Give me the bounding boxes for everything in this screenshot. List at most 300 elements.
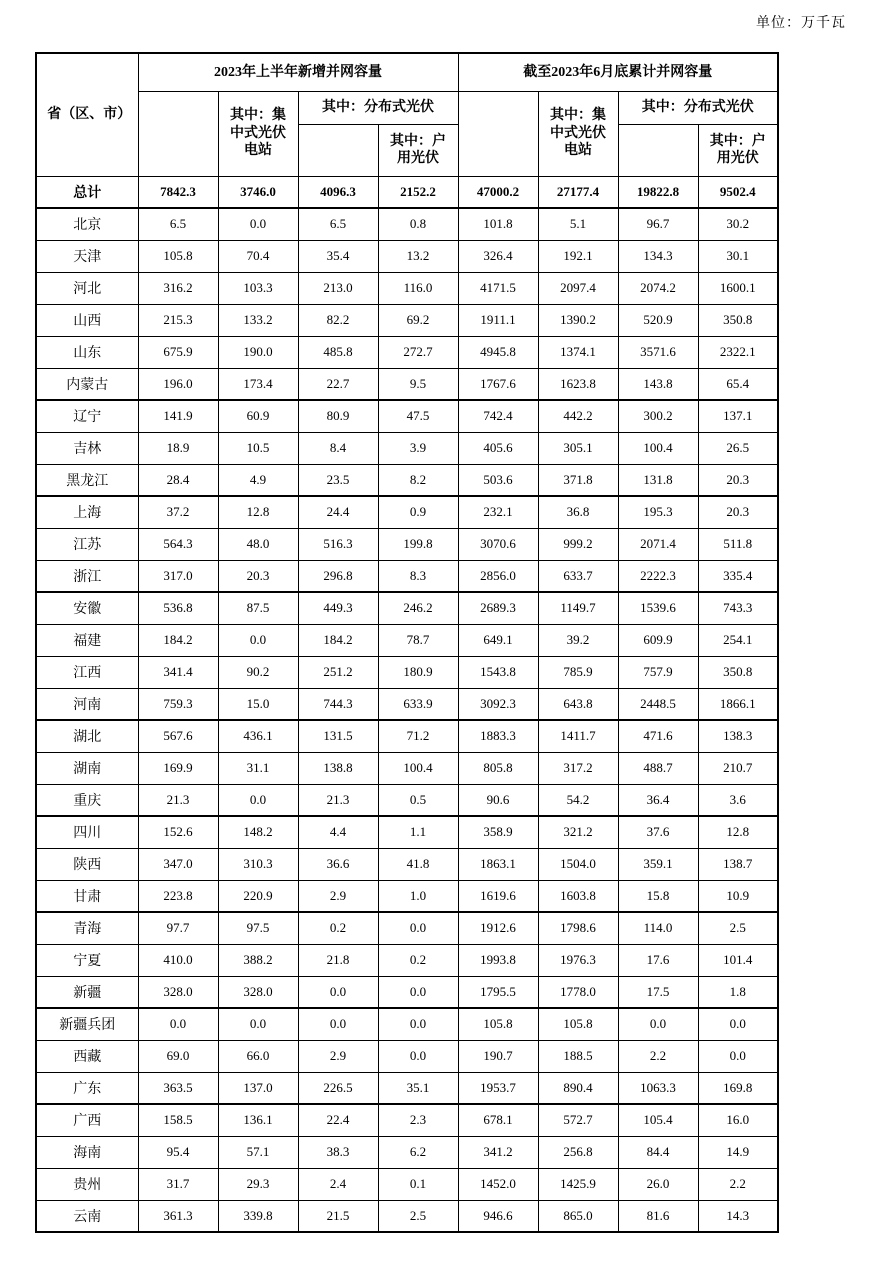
province-label: 新疆 <box>36 976 138 1008</box>
table-row <box>36 560 778 592</box>
value-cell: 22.7 <box>298 368 378 400</box>
value-cell: 8.4 <box>298 432 378 464</box>
province-label: 云南 <box>36 1200 138 1232</box>
value-cell: 371.8 <box>538 464 618 496</box>
value-cell: 9.5 <box>378 368 458 400</box>
value-cell: 0.0 <box>378 1008 458 1040</box>
value-cell: 520.9 <box>618 304 698 336</box>
value-cell: 21.5 <box>298 1200 378 1232</box>
table-row <box>36 336 778 368</box>
value-cell: 30.2 <box>698 208 778 240</box>
value-cell: 3746.0 <box>218 176 298 208</box>
value-cell: 643.8 <box>538 688 618 720</box>
value-cell: 95.4 <box>138 1136 218 1168</box>
value-cell: 69.2 <box>378 304 458 336</box>
value-cell: 31.1 <box>218 752 298 784</box>
table-row <box>36 464 778 496</box>
value-cell: 743.3 <box>698 592 778 624</box>
value-cell: 2.2 <box>698 1168 778 1200</box>
value-cell: 173.4 <box>218 368 298 400</box>
value-cell: 114.0 <box>618 912 698 944</box>
value-cell: 78.7 <box>378 624 458 656</box>
value-cell: 27177.4 <box>538 176 618 208</box>
value-cell: 90.2 <box>218 656 298 688</box>
value-cell: 101.8 <box>458 208 538 240</box>
table-row <box>36 624 778 656</box>
value-cell: 6.2 <box>378 1136 458 1168</box>
value-cell: 17.6 <box>618 944 698 976</box>
province-label: 河北 <box>36 272 138 304</box>
value-cell: 744.3 <box>298 688 378 720</box>
value-cell: 316.2 <box>138 272 218 304</box>
value-cell: 226.5 <box>298 1072 378 1104</box>
pv-capacity-table <box>35 52 779 1233</box>
value-cell: 1.8 <box>698 976 778 1008</box>
value-cell: 1883.3 <box>458 720 538 752</box>
value-cell: 350.8 <box>698 656 778 688</box>
value-cell: 536.8 <box>138 592 218 624</box>
value-cell: 47.5 <box>378 400 458 432</box>
value-cell: 511.8 <box>698 528 778 560</box>
unit-label: 单位：万千瓦 <box>756 16 846 31</box>
province-label: 广西 <box>36 1104 138 1136</box>
value-cell: 1411.7 <box>538 720 618 752</box>
province-label: 新疆兵团 <box>36 1008 138 1040</box>
table-row <box>36 496 778 528</box>
value-cell: 2.4 <box>298 1168 378 1200</box>
value-cell: 29.3 <box>218 1168 298 1200</box>
value-cell: 0.0 <box>218 208 298 240</box>
province-label: 宁夏 <box>36 944 138 976</box>
total-label: 总计 <box>36 176 138 208</box>
table-row <box>36 976 778 1008</box>
province-label: 浙江 <box>36 560 138 592</box>
value-cell: 503.6 <box>458 464 538 496</box>
table-body <box>36 176 778 1232</box>
value-cell: 675.9 <box>138 336 218 368</box>
value-cell: 69.0 <box>138 1040 218 1072</box>
value-cell: 105.8 <box>138 240 218 272</box>
value-cell: 180.9 <box>378 656 458 688</box>
value-cell: 169.8 <box>698 1072 778 1104</box>
value-cell: 2322.1 <box>698 336 778 368</box>
value-cell: 2448.5 <box>618 688 698 720</box>
value-cell: 57.1 <box>218 1136 298 1168</box>
value-cell: 946.6 <box>458 1200 538 1232</box>
value-cell: 1798.6 <box>538 912 618 944</box>
value-cell: 3070.6 <box>458 528 538 560</box>
value-cell: 199.8 <box>378 528 458 560</box>
value-cell: 300.2 <box>618 400 698 432</box>
value-cell: 1623.8 <box>538 368 618 400</box>
value-cell: 21.3 <box>138 784 218 816</box>
header-new-distributed-empty <box>298 124 378 176</box>
value-cell: 358.9 <box>458 816 538 848</box>
header-new-household: 其中：户用光伏 <box>378 124 458 176</box>
table-row <box>36 272 778 304</box>
table-row <box>36 240 778 272</box>
province-label: 广东 <box>36 1072 138 1104</box>
value-cell: 296.8 <box>298 560 378 592</box>
value-cell: 20.3 <box>698 464 778 496</box>
header-cum-total-empty <box>458 91 538 176</box>
province-label: 湖南 <box>36 752 138 784</box>
table-row <box>36 304 778 336</box>
value-cell: 190.7 <box>458 1040 538 1072</box>
value-cell: 1504.0 <box>538 848 618 880</box>
header-new-distributed: 其中：分布式光伏 <box>298 91 458 124</box>
value-cell: 38.3 <box>298 1136 378 1168</box>
value-cell: 141.9 <box>138 400 218 432</box>
value-cell: 103.3 <box>218 272 298 304</box>
value-cell: 105.4 <box>618 1104 698 1136</box>
province-label: 江西 <box>36 656 138 688</box>
value-cell: 36.4 <box>618 784 698 816</box>
value-cell: 335.4 <box>698 560 778 592</box>
value-cell: 184.2 <box>298 624 378 656</box>
value-cell: 2071.4 <box>618 528 698 560</box>
value-cell: 10.9 <box>698 880 778 912</box>
province-label: 山东 <box>36 336 138 368</box>
table-row <box>36 1136 778 1168</box>
value-cell: 184.2 <box>138 624 218 656</box>
value-cell: 0.0 <box>378 976 458 1008</box>
province-label: 湖北 <box>36 720 138 752</box>
value-cell: 2.9 <box>298 1040 378 1072</box>
header-row-sub <box>36 91 778 124</box>
header-province-label: 省（区、市） <box>47 107 132 122</box>
value-cell: 26.0 <box>618 1168 698 1200</box>
province-label: 贵州 <box>36 1168 138 1200</box>
value-cell: 30.1 <box>698 240 778 272</box>
province-label: 海南 <box>36 1136 138 1168</box>
table-row <box>36 944 778 976</box>
value-cell: 37.2 <box>138 496 218 528</box>
value-cell: 41.8 <box>378 848 458 880</box>
value-cell: 0.8 <box>378 208 458 240</box>
table-row <box>36 400 778 432</box>
value-cell: 4.9 <box>218 464 298 496</box>
value-cell: 54.2 <box>538 784 618 816</box>
value-cell: 35.1 <box>378 1072 458 1104</box>
value-cell: 12.8 <box>698 816 778 848</box>
value-cell: 1993.8 <box>458 944 538 976</box>
value-cell: 1619.6 <box>458 880 538 912</box>
value-cell: 633.9 <box>378 688 458 720</box>
table-row <box>36 656 778 688</box>
value-cell: 3092.3 <box>458 688 538 720</box>
value-cell: 20.3 <box>218 560 298 592</box>
value-cell: 169.9 <box>138 752 218 784</box>
value-cell: 2.5 <box>698 912 778 944</box>
value-cell: 195.3 <box>618 496 698 528</box>
value-cell: 143.8 <box>618 368 698 400</box>
value-cell: 215.3 <box>138 304 218 336</box>
value-cell: 678.1 <box>458 1104 538 1136</box>
value-cell: 341.4 <box>138 656 218 688</box>
value-cell: 1425.9 <box>538 1168 618 1200</box>
value-cell: 633.7 <box>538 560 618 592</box>
value-cell: 131.5 <box>298 720 378 752</box>
value-cell: 1976.3 <box>538 944 618 976</box>
value-cell: 36.6 <box>298 848 378 880</box>
value-cell: 0.0 <box>378 912 458 944</box>
value-cell: 26.5 <box>698 432 778 464</box>
value-cell: 649.1 <box>458 624 538 656</box>
value-cell: 1767.6 <box>458 368 538 400</box>
value-cell: 0.9 <box>378 496 458 528</box>
value-cell: 805.8 <box>458 752 538 784</box>
province-label: 黑龙江 <box>36 464 138 496</box>
value-cell: 18.9 <box>138 432 218 464</box>
table-row <box>36 816 778 848</box>
value-cell: 0.0 <box>298 1008 378 1040</box>
table-row <box>36 752 778 784</box>
value-cell: 6.5 <box>138 208 218 240</box>
table-row <box>36 720 778 752</box>
value-cell: 1911.1 <box>458 304 538 336</box>
value-cell: 81.6 <box>618 1200 698 1232</box>
value-cell: 2097.4 <box>538 272 618 304</box>
value-cell: 148.2 <box>218 816 298 848</box>
value-cell: 1866.1 <box>698 688 778 720</box>
province-label: 安徽 <box>36 592 138 624</box>
value-cell: 22.4 <box>298 1104 378 1136</box>
value-cell: 0.0 <box>218 624 298 656</box>
value-cell: 60.9 <box>218 400 298 432</box>
table-row <box>36 432 778 464</box>
value-cell: 865.0 <box>538 1200 618 1232</box>
value-cell: 1390.2 <box>538 304 618 336</box>
province-label: 西藏 <box>36 1040 138 1072</box>
value-cell: 0.5 <box>378 784 458 816</box>
province-label: 重庆 <box>36 784 138 816</box>
value-cell: 516.3 <box>298 528 378 560</box>
value-cell: 100.4 <box>378 752 458 784</box>
value-cell: 131.8 <box>618 464 698 496</box>
table-row <box>36 592 778 624</box>
table-row <box>36 1200 778 1232</box>
value-cell: 2152.2 <box>378 176 458 208</box>
header-cum-centralized: 其中：集中式光伏电站 <box>538 91 618 176</box>
header-cum-household: 其中：户用光伏 <box>698 124 778 176</box>
value-cell: 47000.2 <box>458 176 538 208</box>
value-cell: 742.4 <box>458 400 538 432</box>
value-cell: 12.8 <box>218 496 298 528</box>
value-cell: 14.9 <box>698 1136 778 1168</box>
value-cell: 223.8 <box>138 880 218 912</box>
province-label: 吉林 <box>36 432 138 464</box>
value-cell: 2222.3 <box>618 560 698 592</box>
value-cell: 1.0 <box>378 880 458 912</box>
value-cell: 442.2 <box>538 400 618 432</box>
value-cell: 359.1 <box>618 848 698 880</box>
value-cell: 3.9 <box>378 432 458 464</box>
value-cell: 1543.8 <box>458 656 538 688</box>
header-new-centralized: 其中：集中式光伏电站 <box>218 91 298 176</box>
value-cell: 190.0 <box>218 336 298 368</box>
value-cell: 317.0 <box>138 560 218 592</box>
value-cell: 310.3 <box>218 848 298 880</box>
value-cell: 350.8 <box>698 304 778 336</box>
value-cell: 105.8 <box>538 1008 618 1040</box>
value-cell: 2689.3 <box>458 592 538 624</box>
value-cell: 317.2 <box>538 752 618 784</box>
value-cell: 4.4 <box>298 816 378 848</box>
value-cell: 564.3 <box>138 528 218 560</box>
value-cell: 449.3 <box>298 592 378 624</box>
province-label: 上海 <box>36 496 138 528</box>
value-cell: 1539.6 <box>618 592 698 624</box>
province-label: 辽宁 <box>36 400 138 432</box>
value-cell: 8.3 <box>378 560 458 592</box>
value-cell: 21.3 <box>298 784 378 816</box>
table-row <box>36 528 778 560</box>
value-cell: 2.2 <box>618 1040 698 1072</box>
value-cell: 232.1 <box>458 496 538 528</box>
value-cell: 363.5 <box>138 1072 218 1104</box>
value-cell: 251.2 <box>298 656 378 688</box>
table-row <box>36 208 778 240</box>
value-cell: 15.8 <box>618 880 698 912</box>
value-cell: 28.4 <box>138 464 218 496</box>
value-cell: 37.6 <box>618 816 698 848</box>
value-cell: 152.6 <box>138 816 218 848</box>
value-cell: 220.9 <box>218 880 298 912</box>
value-cell: 341.2 <box>458 1136 538 1168</box>
province-label: 江苏 <box>36 528 138 560</box>
value-cell: 326.4 <box>458 240 538 272</box>
value-cell: 890.4 <box>538 1072 618 1104</box>
value-cell: 3571.6 <box>618 336 698 368</box>
table-row <box>36 1040 778 1072</box>
value-cell: 210.7 <box>698 752 778 784</box>
value-cell: 188.5 <box>538 1040 618 1072</box>
value-cell: 759.3 <box>138 688 218 720</box>
province-label: 北京 <box>36 208 138 240</box>
table-row <box>36 1072 778 1104</box>
table-row <box>36 848 778 880</box>
value-cell: 1953.7 <box>458 1072 538 1104</box>
value-cell: 246.2 <box>378 592 458 624</box>
value-cell: 321.2 <box>538 816 618 848</box>
value-cell: 2.9 <box>298 880 378 912</box>
value-cell: 14.3 <box>698 1200 778 1232</box>
value-cell: 0.0 <box>698 1040 778 1072</box>
value-cell: 2074.2 <box>618 272 698 304</box>
value-cell: 5.1 <box>538 208 618 240</box>
value-cell: 471.6 <box>618 720 698 752</box>
value-cell: 31.7 <box>138 1168 218 1200</box>
value-cell: 405.6 <box>458 432 538 464</box>
value-cell: 1778.0 <box>538 976 618 1008</box>
value-cell: 101.4 <box>698 944 778 976</box>
header-cum-distributed-empty <box>618 124 698 176</box>
value-cell: 0.0 <box>218 784 298 816</box>
value-cell: 97.5 <box>218 912 298 944</box>
header-row-groups <box>36 53 778 91</box>
value-cell: 4171.5 <box>458 272 538 304</box>
province-label: 河南 <box>36 688 138 720</box>
value-cell: 1863.1 <box>458 848 538 880</box>
table-row <box>36 688 778 720</box>
province-label: 青海 <box>36 912 138 944</box>
value-cell: 1600.1 <box>698 272 778 304</box>
table-row <box>36 368 778 400</box>
value-cell: 4096.3 <box>298 176 378 208</box>
value-cell: 196.0 <box>138 368 218 400</box>
value-cell: 96.7 <box>618 208 698 240</box>
value-cell: 3.6 <box>698 784 778 816</box>
value-cell: 4945.8 <box>458 336 538 368</box>
value-cell: 609.9 <box>618 624 698 656</box>
value-cell: 137.1 <box>698 400 778 432</box>
table-row <box>36 912 778 944</box>
table-row <box>36 1104 778 1136</box>
value-cell: 24.4 <box>298 496 378 528</box>
table-row <box>36 880 778 912</box>
value-cell: 2.3 <box>378 1104 458 1136</box>
value-cell: 39.2 <box>538 624 618 656</box>
value-cell: 16.0 <box>698 1104 778 1136</box>
value-cell: 133.2 <box>218 304 298 336</box>
value-cell: 0.1 <box>378 1168 458 1200</box>
value-cell: 0.0 <box>138 1008 218 1040</box>
value-cell: 15.0 <box>218 688 298 720</box>
value-cell: 9502.4 <box>698 176 778 208</box>
value-cell: 567.6 <box>138 720 218 752</box>
value-cell: 347.0 <box>138 848 218 880</box>
value-cell: 1374.1 <box>538 336 618 368</box>
value-cell: 192.1 <box>538 240 618 272</box>
value-cell: 388.2 <box>218 944 298 976</box>
value-cell: 0.0 <box>378 1040 458 1072</box>
province-label: 福建 <box>36 624 138 656</box>
header-group-new-capacity: 2023年上半年新增并网容量 <box>138 53 458 91</box>
value-cell: 305.1 <box>538 432 618 464</box>
value-cell: 116.0 <box>378 272 458 304</box>
value-cell: 1063.3 <box>618 1072 698 1104</box>
value-cell: 80.9 <box>298 400 378 432</box>
value-cell: 71.2 <box>378 720 458 752</box>
value-cell: 20.3 <box>698 496 778 528</box>
value-cell: 272.7 <box>378 336 458 368</box>
province-label: 内蒙古 <box>36 368 138 400</box>
value-cell: 66.0 <box>218 1040 298 1072</box>
value-cell: 70.4 <box>218 240 298 272</box>
header-group-cumulative-capacity: 截至2023年6月底累计并网容量 <box>458 53 778 91</box>
value-cell: 1795.5 <box>458 976 538 1008</box>
value-cell: 82.2 <box>298 304 378 336</box>
value-cell: 436.1 <box>218 720 298 752</box>
value-cell: 138.3 <box>698 720 778 752</box>
value-cell: 1149.7 <box>538 592 618 624</box>
value-cell: 0.0 <box>298 976 378 1008</box>
value-cell: 0.0 <box>698 1008 778 1040</box>
value-cell: 21.8 <box>298 944 378 976</box>
total-row <box>36 176 778 208</box>
value-cell: 785.9 <box>538 656 618 688</box>
value-cell: 572.7 <box>538 1104 618 1136</box>
value-cell: 0.0 <box>618 1008 698 1040</box>
value-cell: 0.2 <box>378 944 458 976</box>
value-cell: 2.5 <box>378 1200 458 1232</box>
header-cum-distributed: 其中：分布式光伏 <box>618 91 778 124</box>
province-label: 甘肃 <box>36 880 138 912</box>
table-header <box>36 53 778 176</box>
header-province <box>36 53 138 176</box>
value-cell: 1603.8 <box>538 880 618 912</box>
